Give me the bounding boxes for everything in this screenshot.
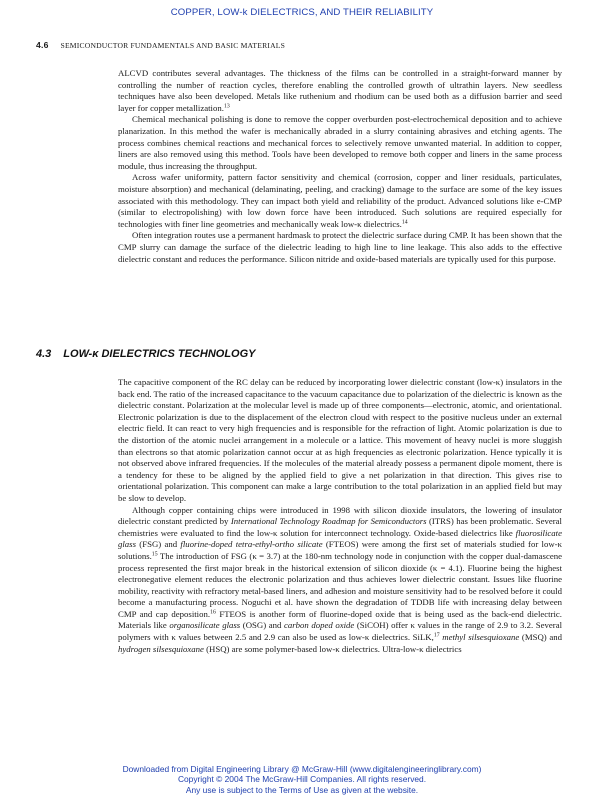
citation-17: 17 bbox=[433, 632, 440, 639]
paragraph-6-text-10: (MSQ) and bbox=[519, 632, 563, 643]
paragraph-4 bbox=[118, 230, 562, 265]
paragraph-3-text: Across wafer uniformity, pattern factor sensitivity and chemical (corrosion, copper and liner residuals, particulates, moisture absorption) and mechanical (delaminating, peeling, and cracking) damage to the surface are some of the key issues associated with this methodology. They can impact both yield and reliability of the product. Advanced solutions like e-CMP (similar to electropolishing) with low down force have been introduced. Such solutions are required especially for technologies with finer line geometries and mechanically weak low-κ dielectrics. bbox=[118, 172, 562, 229]
term-fsg: fluorosilicate glass bbox=[118, 527, 562, 550]
term-cdo: carbon doped oxide bbox=[283, 620, 355, 631]
paragraph-1 bbox=[118, 68, 562, 114]
paragraph-6-text-2: (ITRS) has been problematic. Several chemistries were evaluated to find the low-κ solution for interconnect technology. Oxide-based dielectrics like bbox=[118, 516, 562, 538]
paragraph-4-text: Often integration routes use a permanent hardmask to protect the dielectric surface during CMP. It has been shown that the CMP slurry can damage the surface of the dielectric leading to high line to line leakage. This also adds to the effective dielectric constant and reduces the performance. Silicon nitride and oxide-based materials are typically used for this purpose. bbox=[118, 230, 562, 264]
section-number: 4.3 bbox=[36, 348, 52, 360]
paragraph-6-text-5: The introduction of FSG (κ = 3.7) at the 180-nm technology node in conjunction with the copper dual-damascene process represented the first major break in the historical extension of silicon dioxide (κ = 4.1). Fluorine being the highest electronegative element reduces the electronic polarization and thus achieves lower dielectric constant. Issues like fluorine mobility, reactivity with refractory metal-based liners, and adhesion and moisture sensitivity had to be resolved before it could become a manufacturing process. Noguchi et al. have shown the degradation of TDDB life with increasing delay between CMP and cap deposition. bbox=[118, 550, 562, 619]
book-title-banner: COPPER, LOW-k DIELECTRICS, AND THEIR RELIABILITY bbox=[170, 7, 434, 18]
citation-14: 14 bbox=[401, 219, 408, 226]
paragraph-6-text-4: (FTEOS) were among the first set of materials studied for low-κ solutions. bbox=[118, 539, 562, 561]
paragraph-6-text-6: FTEOS is another form of fluorine-doped oxide that is being used as the back-end dielectric. Materials like bbox=[118, 608, 562, 631]
body-text-top bbox=[118, 68, 562, 265]
section-heading bbox=[36, 348, 256, 360]
footer-terms: Any use is subject to the Terms of Use as given at the website. bbox=[185, 784, 419, 795]
section-title: LOW-κ DIELECTRICS TECHNOLOGY bbox=[63, 348, 256, 360]
paragraph-6-text-7: (OSG) and bbox=[240, 620, 284, 631]
paragraph-6-text-11: (HSQ) are some polymer-based low-κ dielectrics. Ultra-low-κ dielectrics bbox=[203, 643, 462, 654]
paragraph-6-text-3: (FSG) and bbox=[136, 539, 181, 550]
paragraph-5-text: The capacitive component of the RC delay can be reduced by incorporating lower dielectric constant (low-κ) insulators in the back end. The ratio of the increased capacitance to the vacuum capacitance due to polarization of the dielectric is known as the dielectric constant. Polarization at the molecular level is made up of three components—electronic, atomic, and orientational. Electronic polarization is due to the displacement of the electron cloud with respect to the positive nucleus under an external electric field. It can react to very high frequencies and is responsible for the refraction of light. Atomic polarization is due to the distortion of the atomic nuclei arrangement in a molecule or a lattice. This movement of heavy nuclei is more sluggish than electrons so that atomic polarization cannot occur at as high frequencies as electronic polarization. Hence typically it is not observed above infrared frequencies. If the molecules of the material already possess a permanent dipole moment, there is a tendency for these to be aligned by the applied field to give a net polarization in that direction. This gives rise to orientational polarization. This component can make a large contribution to the total polarization in an applied field but may be slow to develop. bbox=[118, 377, 562, 503]
footer-download-link[interactable]: Downloaded from Digital Engineering Library @ McGraw-Hill (www.digitalengineeringlibrary.com) bbox=[122, 764, 482, 774]
citation-15: 15 bbox=[151, 551, 158, 558]
paragraph-1-text: ALCVD contributes several advantages. The thickness of the films can be controlled in a straight-forward manner by controlling the number of reaction cycles, therefore enabling the controlled growth of ultrathin layers. New seedless techniques have also been developed. Metals like ruthenium and rhodium can be used both as a diffusion barrier and seed layer for copper metallization. bbox=[118, 68, 562, 113]
term-hsq: hydrogen silsesquioxane bbox=[118, 643, 204, 654]
term-itrs: International Technology Roadmap for Semiconductors bbox=[230, 516, 427, 527]
footer-notice bbox=[0, 764, 604, 795]
paragraph-5 bbox=[118, 377, 562, 505]
paragraph-3 bbox=[118, 172, 562, 230]
term-msq: methyl silsesquioxane bbox=[442, 632, 520, 643]
page-number: 4.6 bbox=[36, 40, 49, 50]
paragraph-6 bbox=[118, 505, 562, 656]
footer-copyright: Copyright © 2004 The McGraw-Hill Companies. All rights reserved. bbox=[177, 774, 427, 785]
chapter-title: SEMICONDUCTOR FUNDAMENTALS AND BASIC MATERIALS bbox=[60, 41, 286, 50]
paragraph-2-text: Chemical mechanical polishing is done to remove the copper overburden post-electrochemical deposition and to achieve planarization. In this method the wafer is mechanically abraded in a slurry containing abrasives and etching agents. The process combines chemical reactions and mechanical forces to selectively remove unwanted material. In addition to copper, liners are also removed using this method. Tools have been developed to remove both copper and liners in the same process module, thus increasing the throughput. bbox=[118, 114, 562, 171]
term-osg: organosilicate glass bbox=[169, 620, 241, 631]
paragraph-2 bbox=[118, 114, 562, 172]
paragraph-6-text-1: Although copper containing chips were introduced in 1998 with silicon dioxide insulators, the lowering of insulator dielectric constant predicted by bbox=[118, 504, 562, 527]
running-head bbox=[36, 40, 566, 50]
paragraph-6-text-8: (SiCOH) offer κ values in the range of 2.9 to 3.2. Several polymers with κ values between 2.5 and 2.9 can also be used as low-κ dielectrics. SiLK, bbox=[118, 620, 563, 643]
citation-13: 13 bbox=[223, 103, 230, 110]
citation-16: 16 bbox=[210, 609, 216, 616]
term-fteos: fluorine-doped tetra-ethyl-ortho silicate bbox=[180, 539, 323, 550]
body-text-bottom bbox=[118, 377, 562, 655]
